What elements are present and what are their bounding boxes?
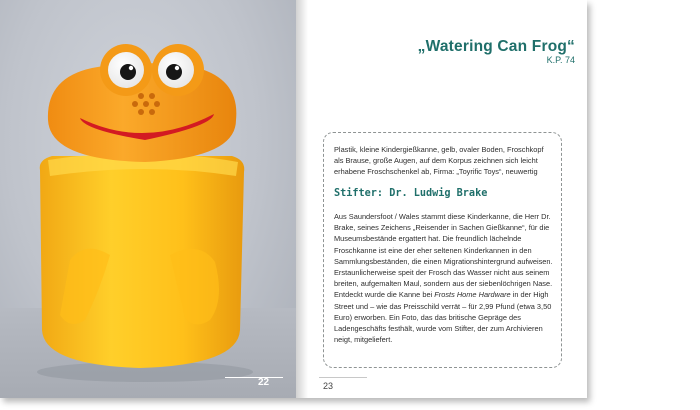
text-frame: [323, 132, 562, 368]
frog-pupil-right: [166, 64, 182, 80]
page-number-rule: [225, 377, 283, 378]
body-paragraph: [334, 211, 554, 359]
entry-title: „Watering Can Frog“: [417, 38, 575, 55]
donor-heading: Stifter: Dr. Ludwig Brake: [334, 188, 488, 199]
frog-watering-can-photo: [0, 0, 296, 398]
frog-pupil-left: [120, 64, 136, 80]
left-page: [0, 0, 296, 398]
book-gutter: [296, 0, 308, 398]
shop-name: Frosts Home Hardware: [434, 290, 511, 300]
page-number-rule: [319, 377, 367, 378]
object-description: Plastik, kleine Kindergießkanne, gelb, ovaler Boden, Froschkopf als Brause, große Augen, auf dem Korpus zeichnen sich leicht erhabene Froschschenkel ab, Firma: „Toyrific Toys“, neuwertig: [334, 145, 544, 177]
page-number: 22: [258, 377, 270, 388]
body-text-part: Aus Saundersfoot / Wales stammt diese Kinderkanne, die Herr Dr. Brake, seines Zeichens „Reisender in Sachen Gießkanne“, für die Museumsbestände ergattert hat. Die freundlich lächelnde Froschkanne ist eine der eher seltenen Kinderkannen in den Sammlungsbeständen, die einen Migrationshintergrund aufweisen. Erstaunlicherweise speit der Frosch das Wasser nicht aus seinem breiten, aufgemalten Maul, sondern aus der siebenlöchrigen Nase. Entdeckt wurde die Kanne bei: [334, 212, 553, 300]
body-text-part: in der High Street und – wie das Preisschild verrät – für 2,99 Pfund (etwa 3,50 Euro) erworben. Ein Foto, das das britische Gepräge des Ladengeschäfts festhält, wurde vom Stifter, der zum Archivieren neigt, mitgeliefert.: [334, 290, 552, 345]
page-number: 23: [323, 381, 334, 391]
inventory-code: K.P. 74: [546, 55, 575, 65]
right-page: [296, 0, 587, 398]
